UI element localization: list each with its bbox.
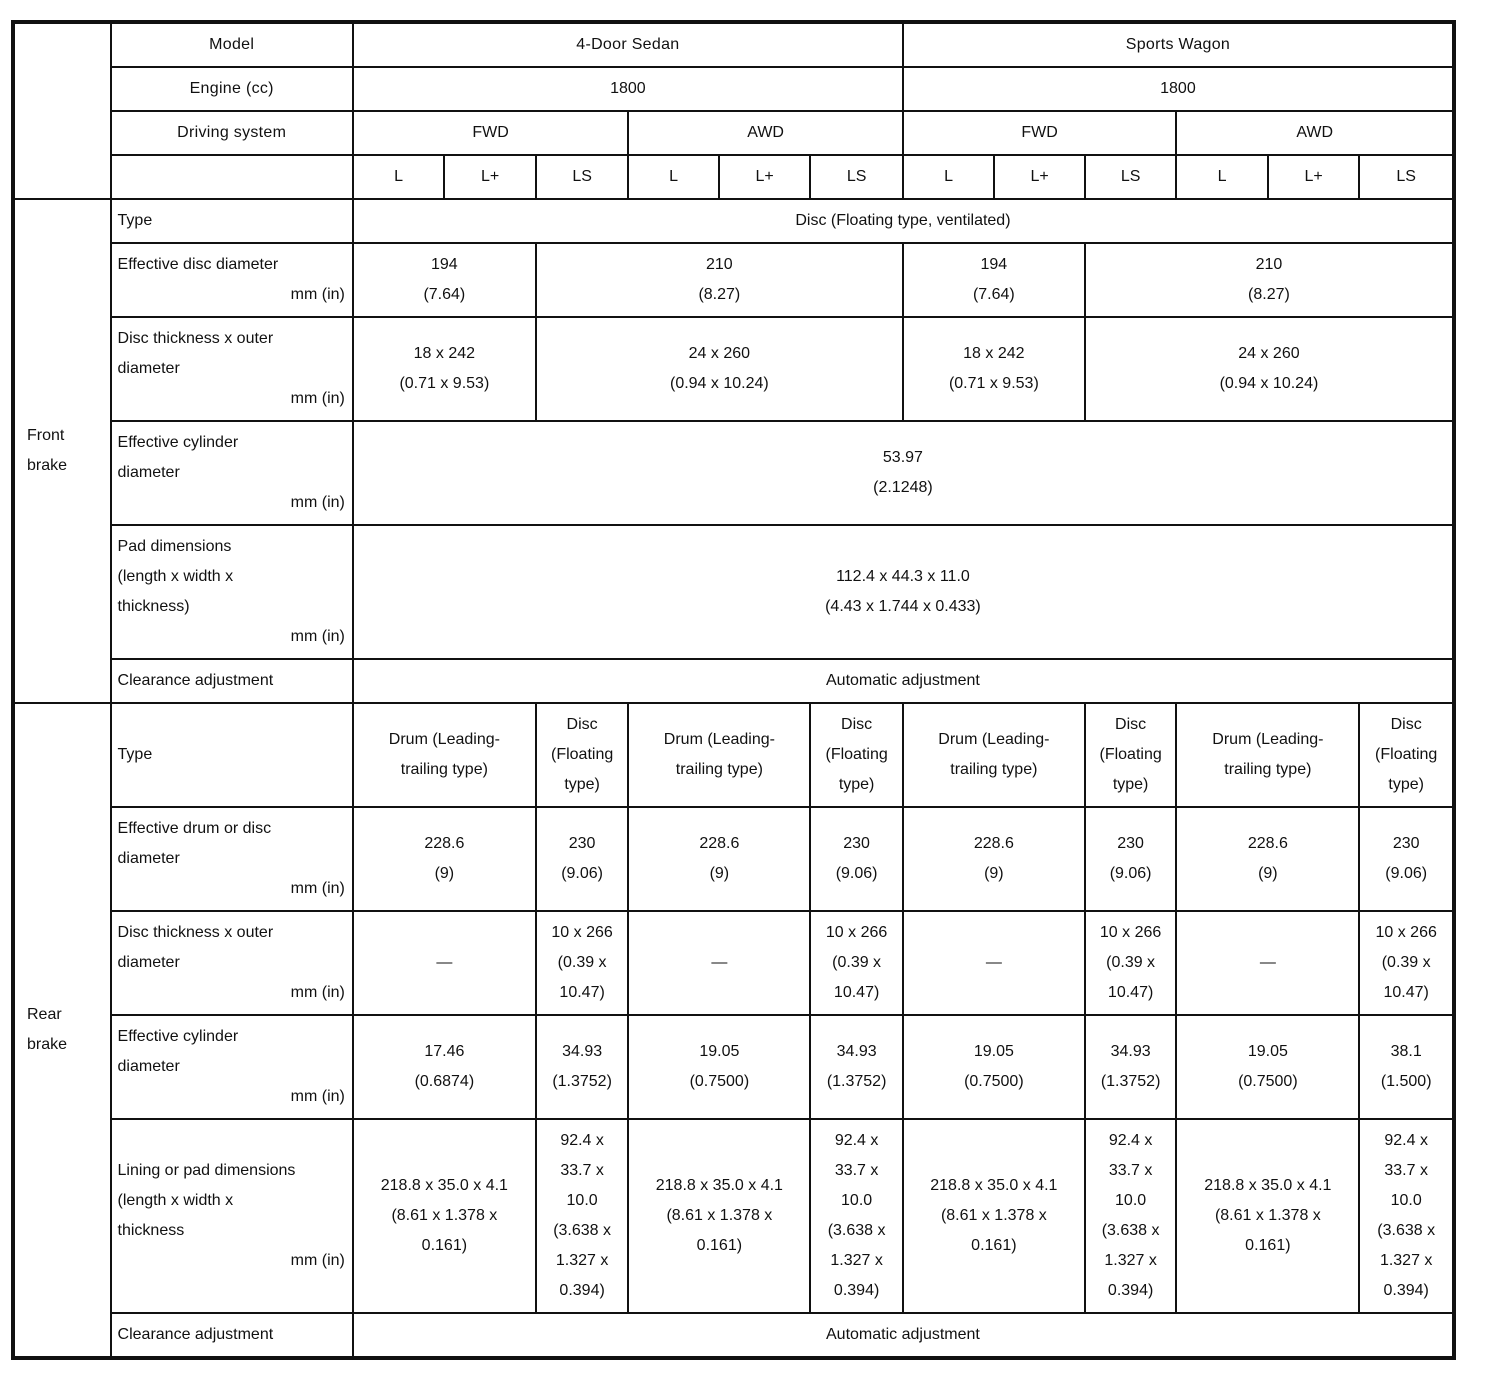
sedan-fwd: FWD (353, 111, 629, 155)
value-cell: 92.4 x 33.7 x 10.0 (3.638 x 1.327 x 0.394) (810, 1119, 903, 1313)
rear-brake-group-label: Rear brake (14, 703, 111, 1357)
value-cell: 228.6 (9) (1176, 807, 1359, 911)
front-clearance-row (14, 659, 1453, 703)
header-row-driving (14, 111, 1453, 155)
brake-spec-table (13, 22, 1454, 1358)
rear-thickness-label: Disc thickness x outer diameter mm (in) (111, 911, 353, 1015)
front-pad-label: Pad dimensions (length x width x thickness) mm (in) (111, 525, 353, 659)
grade-cell: LS (1359, 155, 1453, 199)
sedan-awd: AWD (628, 111, 903, 155)
dash-cell: — (353, 911, 536, 1015)
value-cell: 228.6 (9) (903, 807, 1085, 911)
wagon-awd: AWD (1176, 111, 1453, 155)
grade-cell: L+ (1268, 155, 1360, 199)
front-type-row (14, 199, 1453, 243)
rear-thickness-row (14, 911, 1453, 1015)
grade-cell: L (628, 155, 719, 199)
grade-cell: LS (810, 155, 903, 199)
value-cell: 230 (9.06) (1359, 807, 1453, 911)
rear-clearance-value: Automatic adjustment (353, 1313, 1453, 1357)
rear-lining-row (14, 1119, 1453, 1313)
value-cell: 218.8 x 35.0 x 4.1 (8.61 x 1.378 x 0.161) (353, 1119, 536, 1313)
dash-cell: — (1176, 911, 1359, 1015)
grade-cell: L+ (444, 155, 536, 199)
value-cell: 194 (7.64) (353, 243, 536, 317)
value-cell: 18 x 242 (0.71 x 9.53) (903, 317, 1085, 421)
value-cell: 230 (9.06) (536, 807, 629, 911)
value-cell: 218.8 x 35.0 x 4.1 (8.61 x 1.378 x 0.161) (1176, 1119, 1359, 1313)
value-cell: 210 (8.27) (536, 243, 903, 317)
disc-type-cell: Disc (Floating type) (810, 703, 903, 807)
rear-clearance-row (14, 1313, 1453, 1357)
value-cell: 24 x 260 (0.94 x 10.24) (536, 317, 903, 421)
value-cell: 194 (7.64) (903, 243, 1085, 317)
grade-cell: L (903, 155, 995, 199)
value-cell: 218.8 x 35.0 x 4.1 (8.61 x 1.378 x 0.161) (628, 1119, 810, 1313)
value-cell: 34.93 (1.3752) (536, 1015, 629, 1119)
front-disc-diameter-label: Effective disc diameter mm (in) (111, 243, 353, 317)
grade-cell: LS (1085, 155, 1177, 199)
front-clearance-label: Clearance adjustment (111, 659, 353, 703)
model-sedan: 4-Door Sedan (353, 23, 903, 67)
front-type-label: Type (111, 199, 353, 243)
front-cylinder-label: Effective cylinder diameter mm (in) (111, 421, 353, 525)
value-cell: 92.4 x 33.7 x 10.0 (3.638 x 1.327 x 0.394) (536, 1119, 629, 1313)
value-cell: 218.8 x 35.0 x 4.1 (8.61 x 1.378 x 0.161) (903, 1119, 1085, 1313)
value-cell: 10 x 266 (0.39 x 10.47) (1359, 911, 1453, 1015)
rear-cylinder-row (14, 1015, 1453, 1119)
value-cell: 210 (8.27) (1085, 243, 1453, 317)
engine-wagon: 1800 (903, 67, 1453, 111)
value-cell: 19.05 (0.7500) (1176, 1015, 1359, 1119)
rear-type-row (14, 703, 1453, 807)
front-pad-value: 112.4 x 44.3 x 11.0 (4.43 x 1.744 x 0.433) (353, 525, 1453, 659)
header-row-grades (14, 155, 1453, 199)
front-clearance-value: Automatic adjustment (353, 659, 1453, 703)
front-cylinder-value: 53.97 (2.1248) (353, 421, 1453, 525)
front-disc-thickness-row (14, 317, 1453, 421)
front-type-value: Disc (Floating type, ventilated) (353, 199, 1453, 243)
rear-diameter-row (14, 807, 1453, 911)
rear-type-label: Type (111, 703, 353, 807)
header-row-model (14, 23, 1453, 67)
value-cell: 230 (9.06) (1085, 807, 1177, 911)
front-disc-diameter-row (14, 243, 1453, 317)
value-cell: 34.93 (1.3752) (1085, 1015, 1177, 1119)
rear-diameter-label: Effective drum or disc diameter mm (in) (111, 807, 353, 911)
value-cell: 38.1 (1.500) (1359, 1015, 1453, 1119)
drum-type-cell: Drum (Leading- trailing type) (1176, 703, 1359, 807)
header-corner (14, 23, 111, 199)
driving-label: Driving system (111, 111, 353, 155)
disc-type-cell: Disc (Floating type) (1085, 703, 1177, 807)
value-cell: 19.05 (0.7500) (903, 1015, 1085, 1119)
value-cell: 34.93 (1.3752) (810, 1015, 903, 1119)
engine-label: Engine (cc) (111, 67, 353, 111)
value-cell: 92.4 x 33.7 x 10.0 (3.638 x 1.327 x 0.394) (1085, 1119, 1177, 1313)
front-brake-group-label: Front brake (14, 199, 111, 703)
value-cell: 230 (9.06) (810, 807, 903, 911)
value-cell: 19.05 (0.7500) (628, 1015, 810, 1119)
value-cell: 10 x 266 (0.39 x 10.47) (1085, 911, 1177, 1015)
value-cell: 10 x 266 (0.39 x 10.47) (536, 911, 629, 1015)
value-cell: 18 x 242 (0.71 x 9.53) (353, 317, 536, 421)
dash-cell: — (628, 911, 810, 1015)
value-cell: 228.6 (9) (628, 807, 810, 911)
front-pad-row (14, 525, 1453, 659)
rear-lining-label: Lining or pad dimensions (length x width x thickness mm (in) (111, 1119, 353, 1313)
value-cell: 92.4 x 33.7 x 10.0 (3.638 x 1.327 x 0.394) (1359, 1119, 1453, 1313)
grade-cell: L (353, 155, 445, 199)
disc-type-cell: Disc (Floating type) (1359, 703, 1453, 807)
front-cylinder-row (14, 421, 1453, 525)
value-cell: 10 x 266 (0.39 x 10.47) (810, 911, 903, 1015)
drum-type-cell: Drum (Leading- trailing type) (628, 703, 810, 807)
drum-type-cell: Drum (Leading- trailing type) (353, 703, 536, 807)
grade-cell: L+ (994, 155, 1085, 199)
grade-cell: LS (536, 155, 629, 199)
dash-cell: — (903, 911, 1085, 1015)
front-disc-thickness-label: Disc thickness x outer diameter mm (in) (111, 317, 353, 421)
engine-sedan: 1800 (353, 67, 903, 111)
rear-cylinder-label: Effective cylinder diameter mm (in) (111, 1015, 353, 1119)
header-row-engine (14, 67, 1453, 111)
rear-clearance-label: Clearance adjustment (111, 1313, 353, 1357)
value-cell: 228.6 (9) (353, 807, 536, 911)
value-cell: 24 x 260 (0.94 x 10.24) (1085, 317, 1453, 421)
grade-cell: L+ (719, 155, 811, 199)
disc-type-cell: Disc (Floating type) (536, 703, 629, 807)
value-cell: 17.46 (0.6874) (353, 1015, 536, 1119)
grade-label-empty (111, 155, 353, 199)
wagon-fwd: FWD (903, 111, 1177, 155)
model-label: Model (111, 23, 353, 67)
drum-type-cell: Drum (Leading- trailing type) (903, 703, 1085, 807)
model-wagon: Sports Wagon (903, 23, 1453, 67)
grade-cell: L (1176, 155, 1268, 199)
